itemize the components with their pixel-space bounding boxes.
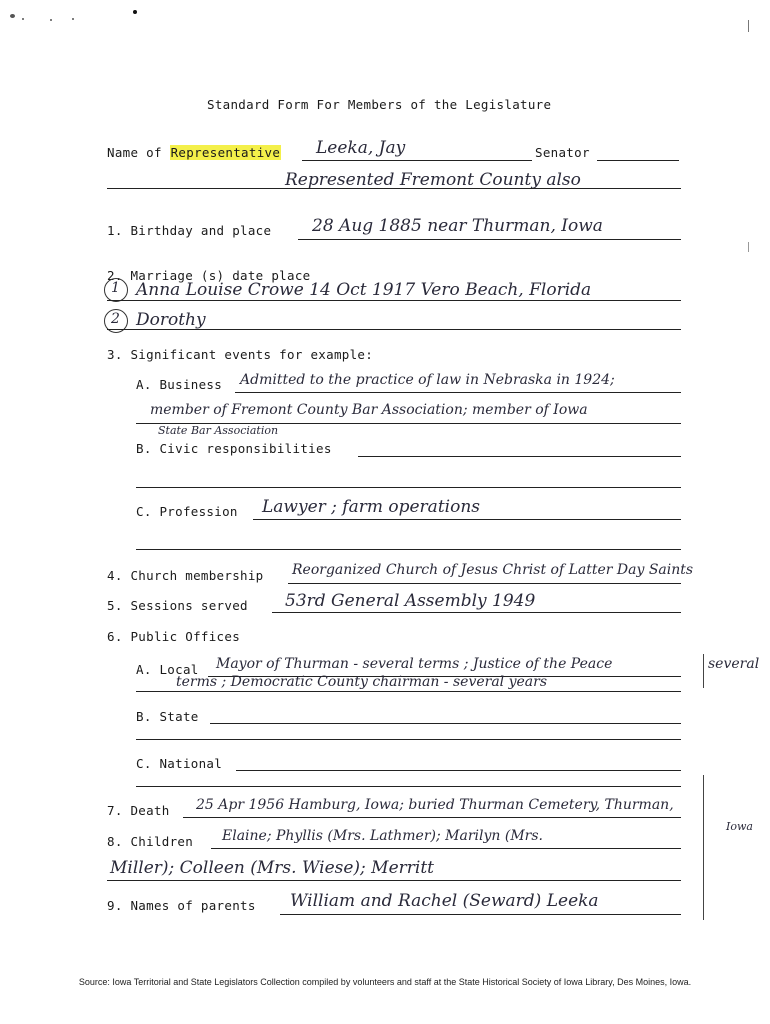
offices-label: 6. Public Offices xyxy=(107,629,241,644)
national-underline-2 xyxy=(136,786,681,787)
marriage-1-number: 1 xyxy=(111,280,120,296)
name-entry-line2: Represented Fremont County also xyxy=(285,170,581,190)
children-label: 8. Children xyxy=(107,834,194,849)
local-underline-2 xyxy=(136,691,681,692)
business-underline-1 xyxy=(235,392,681,393)
local-entry-2: terms ; Democratic County chairman - several years xyxy=(176,674,548,690)
parents-label: 9. Names of parents xyxy=(107,898,256,913)
name-underline xyxy=(302,160,532,161)
form-title: Standard Form For Members of the Legislature xyxy=(207,97,552,112)
birthday-underline xyxy=(298,239,681,240)
profession-underline-1 xyxy=(253,519,681,520)
civic-underline-1 xyxy=(358,456,681,457)
name-label xyxy=(107,145,281,160)
state-underline-2 xyxy=(136,739,681,740)
source-footer: Source: Iowa Territorial and State Legislators Collection compiled by volunteers and staff at the State Historical Society of Iowa Library, Des Moines, Iowa. xyxy=(78,977,692,987)
birthday-entry: 28 Aug 1885 near Thurman, Iowa xyxy=(312,216,603,236)
name-label-prefix: Name of xyxy=(107,145,170,160)
marriage-2-entry: Dorothy xyxy=(136,310,206,330)
business-entry-1: Admitted to the practice of law in Nebraska in 1924; xyxy=(240,372,615,388)
profession-label: C. Profession xyxy=(136,504,238,519)
local-entry-1b: several xyxy=(708,656,760,672)
marriage-underline-2 xyxy=(107,329,681,330)
name-underline-2 xyxy=(107,188,681,189)
local-label: A. Local xyxy=(136,662,199,677)
death-underline xyxy=(183,817,681,818)
scan-speck xyxy=(50,19,52,21)
national-underline-1 xyxy=(236,770,681,771)
events-label: 3. Significant events for example: xyxy=(107,347,374,362)
marriage-1-entry: Anna Louise Crowe 14 Oct 1917 Vero Beach, Florida xyxy=(136,280,592,300)
civic-underline-2 xyxy=(136,487,681,488)
scan-speck xyxy=(133,10,137,14)
sessions-label: 5. Sessions served xyxy=(107,598,248,613)
parents-underline xyxy=(280,914,681,915)
business-entry-2: member of Fremont County Bar Association; member of Iowa xyxy=(150,402,588,418)
business-entry-3: State Bar Association xyxy=(158,424,279,437)
sessions-underline xyxy=(272,612,681,613)
state-label: B. State xyxy=(136,709,199,724)
church-label: 4. Church membership xyxy=(107,568,264,583)
representative-label: Representative xyxy=(170,145,281,160)
civic-label: B. Civic responsibilities xyxy=(136,441,332,456)
marriage-label: 2. Marriage (s) date place xyxy=(107,268,311,283)
church-entry: Reorganized Church of Jesus Christ of Latter Day Saints xyxy=(292,562,694,578)
death-label: 7. Death xyxy=(107,803,170,818)
death-entry-b: Iowa xyxy=(726,820,753,833)
parents-entry: William and Rachel (Seward) Leeka xyxy=(290,891,599,911)
marriage-underline-1 xyxy=(107,300,681,301)
margin-mark xyxy=(703,775,704,920)
church-underline xyxy=(288,583,681,584)
children-entry-2: Miller); Colleen (Mrs. Wiese); Merritt xyxy=(110,858,434,878)
local-entry-1: Mayor of Thurman - several terms ; Justice of the Peace xyxy=(216,656,613,672)
birthday-label: 1. Birthday and place xyxy=(107,223,272,238)
scan-mark xyxy=(748,242,749,252)
marriage-2-number: 2 xyxy=(111,311,120,327)
business-label: A. Business xyxy=(136,377,223,392)
scan-speck xyxy=(22,18,24,20)
profession-underline-2 xyxy=(136,549,681,550)
state-underline-1 xyxy=(210,723,681,724)
name-entry: Leeka, Jay xyxy=(316,138,406,158)
senator-underline xyxy=(597,160,679,161)
profession-entry: Lawyer ; farm operations xyxy=(262,497,480,517)
scan-speck xyxy=(72,18,74,20)
sessions-entry: 53rd General Assembly 1949 xyxy=(285,591,536,611)
margin-mark xyxy=(703,654,704,688)
death-entry: 25 Apr 1956 Hamburg, Iowa; buried Thurman Cemetery, Thurman, xyxy=(196,797,674,813)
scan-mark xyxy=(748,20,749,32)
children-underline-2 xyxy=(107,880,681,881)
scan-speck xyxy=(10,14,15,18)
national-label: C. National xyxy=(136,756,223,771)
children-entry-1: Elaine; Phyllis (Mrs. Lathmer); Marilyn (Mrs. xyxy=(222,828,543,844)
senator-label: Senator xyxy=(535,145,590,160)
children-underline-1 xyxy=(211,848,681,849)
